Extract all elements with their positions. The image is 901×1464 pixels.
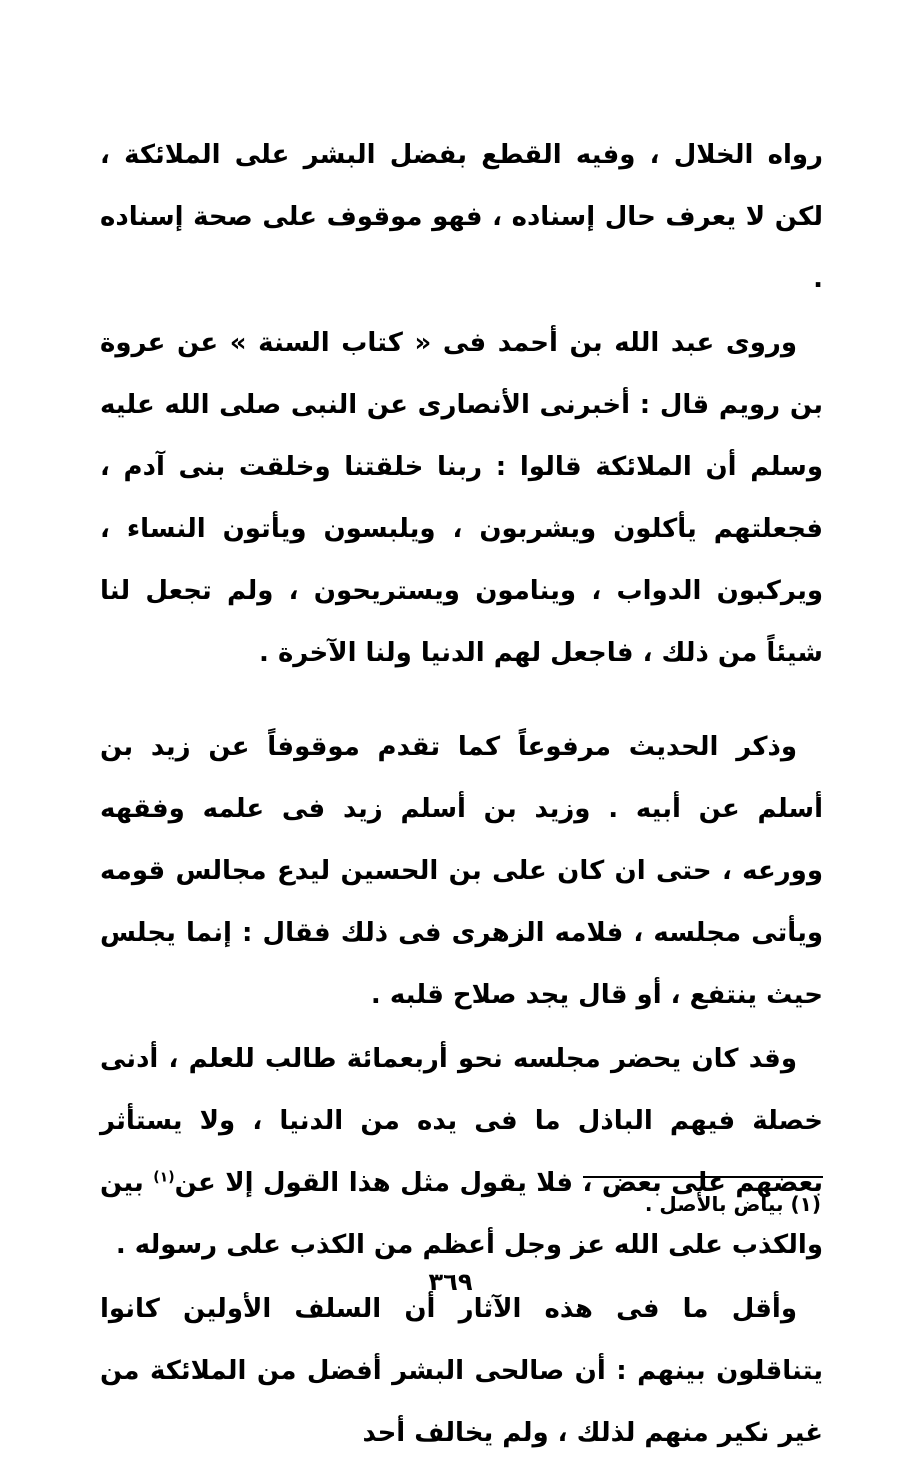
paragraph-2: وروى عبد الله بن أحمد فى « كتاب السنة » عن عروة بن رويم قال : أخبرنى الأنصارى عن النبى صلى الله عليه وسلم أن الملائكة قالوا : ربنا خلقتنا وخلقت بنى آدم ، فجعلتهم يأكلون ويشربون ، ويلبسون ويأتون النساء ، ويركبون الدواب ، وينامون ويستريحون ، ولم تجعل لنا شيئاً من ذلك ، فاجعل لهم الدنيا ولنا الآخرة .: [100, 328, 823, 668]
footnote-divider: [583, 1176, 823, 1178]
paragraph-4-part-2: بين والكذب على الله عز وجل أعظم من الكذب على رسوله .: [100, 1168, 823, 1260]
footnote: (١) بياض بالأصل .: [644, 1192, 821, 1216]
paragraph-5: وأقل ما فى هذه الآثار أن السلف الأولين كانوا يتناقلون بينهم : أن صالحى البشر أفضل من الملائكة من غير نكير منهم لذلك ، ولم يخالف أحد: [100, 1294, 823, 1448]
footnote-reference: (١): [153, 1169, 175, 1186]
paragraph-3: وذكر الحديث مرفوعاً كما تقدم موقوفاً عن زيد بن أسلم عن أبيه . وزيد بن أسلم زيد فى علمه وفقهه وورعه ، حتى ان كان على بن الحسين ليدع مجالس قومه ويأتى مجلسه ، فلامه الزهرى فى ذلك فقال : إنما يجلس حيث ينتفع ، أو قال يجد صلاح قلبه .: [100, 732, 823, 1010]
page-number: ٣٦٩: [428, 1268, 473, 1296]
paragraph-4-part-1: وقد كان يحضر مجلسه نحو أربعمائة طالب للعلم ، أدنى خصلة فيهم الباذل ما فى يده من الدنيا ، ولا يستأثر بعضهم على بعض ، فلا يقول مثل هذا القول إلا عن: [100, 1044, 824, 1198]
paragraph-4: [100, 1028, 823, 1276]
main-text: [100, 124, 823, 1464]
paragraph-1: رواه الخلال ، وفيه القطع بفضل البشر على الملائكة ، لكن لا يعرف حال إسناده ، فهو موقوف على صحة إسناده .: [100, 140, 823, 294]
